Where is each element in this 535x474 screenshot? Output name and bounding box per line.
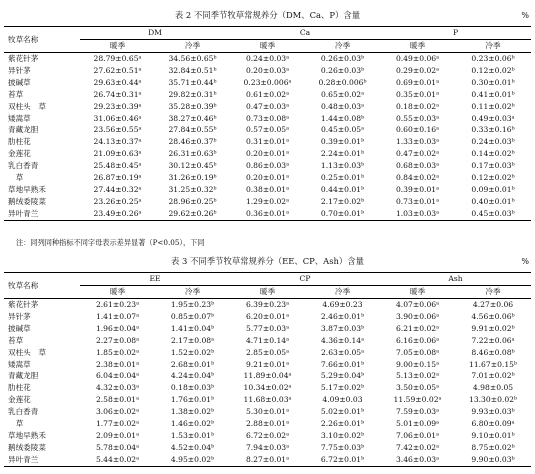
value-cell: 2.17±0.02ᵇ	[320, 196, 365, 206]
value-cell: 23.56±0.55ᵃ	[93, 125, 142, 135]
value-cell: 0.11±0.02ᵇ	[471, 101, 515, 111]
value-cell: 0.73±0.08ᵃ	[245, 113, 290, 123]
value-cell: 27.84±0.55ᵇ	[168, 125, 217, 135]
table3-unit: %	[521, 257, 529, 266]
value-cell: 6.20±0.01ᵃ	[245, 311, 290, 321]
value-cell: 1.41±0.04ᵇ	[170, 323, 215, 333]
table2-subhead: 暖季	[80, 40, 155, 53]
value-cell: 2.63±0.05ᵃ	[320, 347, 365, 357]
value-cell: 5.02±0.01ᵇ	[320, 407, 365, 417]
value-cell: 1.96±0.04ᵃ	[95, 323, 140, 333]
value-cell: 30.12±0.45ᵇ	[168, 161, 217, 171]
value-cell: 29.23±0.39ᵃ	[93, 101, 142, 111]
value-cell: 0.40±0.01ᵇ	[471, 196, 515, 206]
value-cell: 24.13±0.37ᵃ	[93, 137, 142, 147]
forage-name-cell: 异针茅	[8, 311, 31, 321]
value-cell: 2.88±0.01ᵃ	[245, 419, 290, 429]
value-cell: 5.77±0.03ᵃ	[245, 323, 290, 333]
value-cell: 10.34±0.02ᵃ	[243, 383, 292, 393]
forage-name-cell: 异叶青兰	[4, 208, 80, 220]
forage-name-cell: 披碱草	[8, 323, 31, 333]
forage-name-cell: 鹅绒委陵菜	[8, 442, 46, 452]
value-cell: 4.71±0.14ᵃ	[245, 335, 290, 345]
value-cell: 7.22±0.06ᵃ	[471, 335, 515, 345]
value-cell: 1.03±0.03ᵃ	[380, 208, 455, 220]
value-cell: 0.36±0.01ᵃ	[230, 208, 305, 220]
table3	[4, 272, 531, 467]
table-row	[4, 113, 531, 125]
value-cell: 1.52±0.02ᵇ	[170, 347, 215, 357]
value-cell: 0.85±0.07ᵇ	[170, 311, 215, 321]
table-row	[4, 89, 531, 101]
forage-name-cell: 矮嵩草	[8, 359, 31, 369]
value-cell: 2.38±0.01ᵃ	[95, 359, 140, 369]
value-cell: 1.44±0.08ᵇ	[320, 113, 365, 123]
table-row	[4, 299, 531, 311]
table3-group-ash: Ash	[380, 273, 531, 286]
value-cell: 0.84±0.02ᵃ	[395, 173, 440, 183]
value-cell: 0.39±0.01ᵃ	[395, 184, 440, 194]
value-cell: 11.59±0.02ᵃ	[393, 395, 442, 405]
table-row	[4, 430, 531, 442]
value-cell: 4.56±0.06ᵇ	[471, 311, 515, 321]
table2-caption: 表 2 不同季节牧草常规养分（DM、Ca、P）含量	[174, 10, 361, 20]
value-cell: 6.04±0.04ᵃ	[95, 371, 140, 381]
value-cell: 7.05±0.08ᵃ	[395, 347, 440, 357]
value-cell: 0.25±0.01ᵇ	[320, 173, 365, 183]
value-cell: 4.09±0.03	[322, 395, 363, 405]
table2-subhead: 暖季	[380, 40, 455, 53]
table-row	[4, 196, 531, 208]
table2	[4, 26, 531, 221]
value-cell: 0.69±0.01ᵃ	[395, 77, 440, 87]
value-cell: 0.48±0.03ᵃ	[320, 101, 365, 111]
value-cell: 0.39±0.01ᵇ	[320, 137, 365, 147]
table-row	[4, 172, 531, 184]
value-cell: 4.36±0.14ᵃ	[320, 335, 365, 345]
value-cell: 9.21±0.01ᵃ	[245, 359, 290, 369]
table-row	[4, 65, 531, 77]
value-cell: 27.62±0.51ᵃ	[93, 65, 142, 75]
value-cell: 1.46±0.02ᵇ	[170, 419, 215, 429]
value-cell: 6.21±0.02ᵃ	[395, 323, 440, 333]
forage-name-cell: 草	[8, 419, 24, 429]
table-row	[4, 160, 531, 172]
forage-name-cell: 青藏龙胆	[8, 371, 39, 381]
value-cell: 8.27±0.01ᵃ	[230, 454, 305, 466]
value-cell: 7.06±0.01ᵃ	[395, 430, 440, 440]
table-row	[4, 53, 531, 65]
value-cell: 3.50±0.05ᵃ	[395, 383, 440, 393]
value-cell: 4.27±0.06	[472, 300, 514, 309]
table3-subhead: 冷季	[155, 286, 230, 299]
value-cell: 0.86±0.03ᵃ	[245, 161, 290, 171]
value-cell: 25.48±0.45ᵃ	[93, 161, 142, 171]
value-cell: 29.63±0.44ᵃ	[93, 77, 142, 87]
table-row	[4, 454, 531, 466]
table2-subhead: 冷季	[305, 40, 380, 53]
value-cell: 6.80±0.09ᵃ	[471, 419, 515, 429]
value-cell: 23.49±0.26ᵃ	[80, 208, 155, 220]
value-cell: 3.90±0.06ᵃ	[395, 311, 440, 321]
table3-group-cp: CP	[230, 273, 380, 286]
value-cell: 0.68±0.03ᵃ	[395, 161, 440, 171]
value-cell: 6.72±0.01ᵇ	[305, 454, 380, 466]
value-cell: 23.26±0.25ᵃ	[93, 196, 142, 206]
value-cell: 9.91±0.02ᵇ	[471, 323, 515, 333]
forage-name-cell: 青藏龙胆	[8, 125, 39, 135]
forage-name-cell: 草地早熟禾	[8, 430, 46, 440]
table-row	[4, 184, 531, 196]
value-cell: 4.52±0.04ᵇ	[170, 442, 215, 452]
table-row	[4, 323, 531, 335]
value-cell: 3.06±0.02ᵃ	[95, 407, 140, 417]
value-cell: 0.60±0.16ᵃ	[395, 125, 440, 135]
value-cell: 1.77±0.02ᵃ	[95, 419, 140, 429]
table-row	[4, 359, 531, 371]
value-cell: 0.47±0.02ᵃ	[395, 149, 440, 159]
value-cell: 0.65±0.02ᵃ	[320, 89, 365, 99]
value-cell: 0.18±0.02ᵃ	[395, 101, 440, 111]
table2-name-header: 牧草名称	[4, 27, 80, 53]
table-row	[4, 406, 531, 418]
forage-name-cell: 双柱头 草	[8, 101, 46, 111]
value-cell: 31.25±0.32ᵇ	[168, 184, 217, 194]
table3-caption: 表 3 不同季节牧草常规养分（EE、CP、Ash）含量	[170, 256, 365, 266]
value-cell: 4.32±0.03ᵃ	[95, 383, 140, 393]
value-cell: 0.70±0.01ᵇ	[305, 208, 380, 220]
forage-name-cell: 草	[8, 173, 24, 183]
table-row	[4, 311, 531, 323]
table3-subhead: 冷季	[455, 286, 531, 299]
table2-subhead: 冷季	[455, 40, 531, 53]
value-cell: 3.46±0.03ᵃ	[380, 454, 455, 466]
table3-subhead: 暖季	[230, 286, 305, 299]
value-cell: 1.13±0.03ᵇ	[320, 161, 365, 171]
value-cell: 7.75±0.03ᵇ	[320, 442, 365, 452]
table2-group-dm: DM	[80, 27, 230, 40]
value-cell: 0.24±0.03ᵇ	[471, 137, 515, 147]
table-row	[4, 136, 531, 148]
value-cell: 0.47±0.03ᵃ	[245, 101, 290, 111]
value-cell: 0.12±0.02ᵇ	[471, 65, 515, 75]
value-cell: 0.26±0.03ᵇ	[320, 54, 365, 63]
value-cell: 1.29±0.02ᵃ	[245, 196, 290, 206]
table-row	[4, 148, 531, 160]
value-cell: 2.24±0.01ᵇ	[320, 149, 365, 159]
value-cell: 5.30±0.01ᵃ	[245, 407, 290, 417]
value-cell: 0.38±0.01ᵃ	[245, 184, 290, 194]
value-cell: 1.41±0.07ᵃ	[95, 311, 140, 321]
value-cell: 9.10±0.01ᵇ	[471, 430, 515, 440]
forage-name-cell: 双柱头 草	[8, 347, 46, 357]
value-cell: 1.53±0.01ᵇ	[170, 430, 215, 440]
value-cell: 0.26±0.03ᵇ	[320, 65, 365, 75]
table2-body	[4, 53, 531, 221]
value-cell: 11.67±0.15ᵇ	[468, 359, 518, 369]
table-row	[4, 418, 531, 430]
forage-name-cell: 异针茅	[8, 65, 31, 75]
value-cell: 21.09±0.63ᵃ	[93, 149, 142, 159]
value-cell: 2.85±0.05ᵃ	[245, 347, 290, 357]
table-row	[4, 77, 531, 89]
value-cell: 3.10±0.02ᵇ	[320, 430, 365, 440]
value-cell: 28.96±0.25ᵇ	[168, 196, 217, 206]
value-cell: 5.17±0.02ᵇ	[320, 383, 365, 393]
value-cell: 0.17±0.03ᵇ	[471, 161, 515, 171]
forage-name-cell: 披碱草	[8, 77, 31, 87]
table3-subhead: 暖季	[80, 286, 155, 299]
value-cell: 0.57±0.05ᵃ	[245, 125, 290, 135]
forage-name-cell: 金莲花	[8, 395, 31, 405]
forage-name-cell: 草地早熟禾	[8, 184, 46, 194]
table2-subhead: 冷季	[155, 40, 230, 53]
value-cell: 4.24±0.04ᵇ	[170, 371, 215, 381]
table-row	[4, 347, 531, 359]
value-cell: 0.20±0.03ᵃ	[245, 65, 290, 75]
value-cell: 7.59±0.03ᵃ	[395, 407, 440, 417]
forage-name-cell: 紫花针茅	[8, 54, 39, 63]
value-cell: 2.09±0.01ᵃ	[95, 430, 140, 440]
table-row	[4, 442, 531, 454]
forage-name-cell: 乳白香青	[8, 407, 39, 417]
value-cell: 2.68±0.01ᵇ	[170, 359, 215, 369]
value-cell: 31.26±0.19ᵇ	[168, 173, 217, 183]
value-cell: 6.16±0.06ᵃ	[395, 335, 440, 345]
value-cell: 35.28±0.39ᵇ	[168, 101, 217, 111]
value-cell: 7.94±0.03ᵃ	[245, 442, 290, 452]
value-cell: 9.00±0.15ᵃ	[395, 359, 440, 369]
value-cell: 0.23±0.06ᵇ	[471, 54, 515, 63]
value-cell: 0.29±0.02ᵃ	[395, 65, 440, 75]
value-cell: 29.82±0.31ᵇ	[168, 89, 217, 99]
table2-subhead: 暖季	[230, 40, 305, 53]
forage-name-cell: 紫花针茅	[8, 300, 39, 309]
forage-name-cell: 苔草	[8, 335, 24, 345]
value-cell: 4.69±0.23	[322, 300, 363, 309]
table2-unit: %	[521, 11, 529, 20]
value-cell: 0.33±0.16ᵇ	[471, 125, 515, 135]
forage-name-cell: 鹅绒委陵菜	[8, 196, 46, 206]
value-cell: 2.58±0.01ᵃ	[95, 395, 140, 405]
value-cell: 0.23±0.006ᵃ	[243, 77, 292, 87]
table3-subhead: 冷季	[305, 286, 380, 299]
value-cell: 0.49±0.03ᵃ	[471, 113, 515, 123]
value-cell: 1.38±0.02ᵇ	[170, 407, 215, 417]
value-cell: 0.24±0.03ᵃ	[245, 54, 290, 63]
table2-footnote: 注：同列同种指标不同字母表示差异显著（P<0.05），下同	[16, 238, 205, 247]
table3-subhead: 暖季	[380, 286, 455, 299]
value-cell: 0.61±0.02ᵃ	[245, 89, 290, 99]
value-cell: 0.20±0.01ᵃ	[245, 173, 290, 183]
value-cell: 5.29±0.04ᵇ	[320, 371, 365, 381]
value-cell: 0.44±0.01ᵇ	[320, 184, 365, 194]
value-cell: 0.41±0.01ᵇ	[471, 89, 515, 99]
table-row	[4, 124, 531, 136]
value-cell: 2.17±0.08ᵃ	[170, 335, 215, 345]
table3-name-header: 牧草名称	[4, 273, 80, 299]
forage-name-cell: 苔草	[8, 89, 24, 99]
value-cell: 0.45±0.05ᵃ	[320, 125, 365, 135]
value-cell: 5.13±0.02ᵃ	[395, 371, 440, 381]
value-cell: 2.26±0.01ᵇ	[320, 419, 365, 429]
table-row	[4, 335, 531, 347]
value-cell: 29.62±0.26ᵇ	[155, 208, 230, 220]
forage-name-cell: 金莲花	[8, 149, 31, 159]
value-cell: 7.42±0.02ᵃ	[395, 442, 440, 452]
value-cell: 0.12±0.02ᵇ	[471, 173, 515, 183]
value-cell: 34.56±0.65ᵇ	[168, 54, 217, 63]
value-cell: 26.74±0.31ᵃ	[93, 89, 142, 99]
value-cell: 28.79±0.65ᵃ	[93, 54, 142, 63]
value-cell: 4.07±0.06ᵃ	[395, 300, 440, 309]
value-cell: 0.35±0.01ᵃ	[395, 89, 440, 99]
value-cell: 1.33±0.03ᵃ	[395, 137, 440, 147]
value-cell: 0.45±0.03ᵇ	[455, 208, 531, 220]
value-cell: 26.87±0.19ᵃ	[93, 173, 142, 183]
value-cell: 0.18±0.03ᵇ	[170, 383, 215, 393]
value-cell: 5.01±0.09ᵃ	[395, 419, 440, 429]
value-cell: 11.89±0.04ᵃ	[243, 371, 292, 381]
value-cell: 1.85±0.02ᵃ	[95, 347, 140, 357]
value-cell: 8.46±0.08ᵇ	[471, 347, 515, 357]
value-cell: 2.61±0.23ᵃ	[95, 300, 140, 309]
forage-name-cell: 异叶青兰	[4, 454, 80, 466]
value-cell: 2.46±0.01ᵇ	[320, 311, 365, 321]
table-row	[4, 370, 531, 382]
value-cell: 11.68±0.03ᵃ	[243, 395, 292, 405]
value-cell: 0.28±0.006ᵇ	[318, 77, 367, 87]
value-cell: 35.71±0.44ᵇ	[168, 77, 217, 87]
table-row	[4, 208, 531, 220]
value-cell: 0.73±0.01ᵃ	[395, 196, 440, 206]
table3-body	[4, 299, 531, 467]
value-cell: 26.31±0.63ᵇ	[168, 149, 217, 159]
value-cell: 32.84±0.51ᵇ	[168, 65, 217, 75]
value-cell: 9.90±0.03ᵇ	[455, 454, 531, 466]
value-cell: 0.14±0.02ᵇ	[471, 149, 515, 159]
value-cell: 0.55±0.03ᵃ	[395, 113, 440, 123]
value-cell: 38.27±0.46ᵇ	[168, 113, 217, 123]
value-cell: 9.93±0.03ᵇ	[471, 407, 515, 417]
table2-group-p: P	[380, 27, 531, 40]
value-cell: 5.78±0.04ᵃ	[95, 442, 140, 452]
value-cell: 6.72±0.02ᵃ	[245, 430, 290, 440]
forage-name-cell: 矮嵩草	[8, 113, 31, 123]
value-cell: 2.27±0.08ᵃ	[95, 335, 140, 345]
value-cell: 28.46±0.37ᵇ	[168, 137, 217, 147]
table-row	[4, 101, 531, 113]
value-cell: 7.01±0.02ᵇ	[471, 371, 515, 381]
value-cell: 7.66±0.01ᵇ	[320, 359, 365, 369]
value-cell: 1.76±0.01ᵇ	[170, 395, 215, 405]
value-cell: 0.20±0.01ᵃ	[245, 149, 290, 159]
value-cell: 3.87±0.03ᵇ	[320, 323, 365, 333]
value-cell: 0.49±0.06ᵃ	[395, 54, 440, 63]
value-cell: 13.30±0.02ᵇ	[468, 395, 518, 405]
value-cell: 6.39±0.23ᵃ	[245, 300, 290, 309]
value-cell: 31.06±0.46ᵃ	[93, 113, 142, 123]
value-cell: 1.95±0.23ᵇ	[170, 300, 215, 309]
table3-group-ee: EE	[80, 273, 230, 286]
value-cell: 4.98±0.05	[472, 383, 514, 393]
forage-name-cell: 肋柱花	[8, 137, 31, 147]
forage-name-cell: 肋柱花	[8, 383, 31, 393]
value-cell: 4.95±0.02ᵇ	[155, 454, 230, 466]
forage-name-cell: 乳白香青	[8, 161, 39, 171]
table-row	[4, 382, 531, 394]
table2-group-ca: Ca	[230, 27, 380, 40]
value-cell: 0.31±0.01ᵃ	[245, 137, 290, 147]
value-cell: 0.30±0.01ᵇ	[471, 77, 515, 87]
table-row	[4, 394, 531, 406]
value-cell: 27.44±0.32ᵃ	[93, 184, 142, 194]
value-cell: 5.44±0.02ᵃ	[80, 454, 155, 466]
value-cell: 0.09±0.01ᵇ	[471, 184, 515, 194]
value-cell: 8.75±0.02ᵇ	[471, 442, 515, 452]
